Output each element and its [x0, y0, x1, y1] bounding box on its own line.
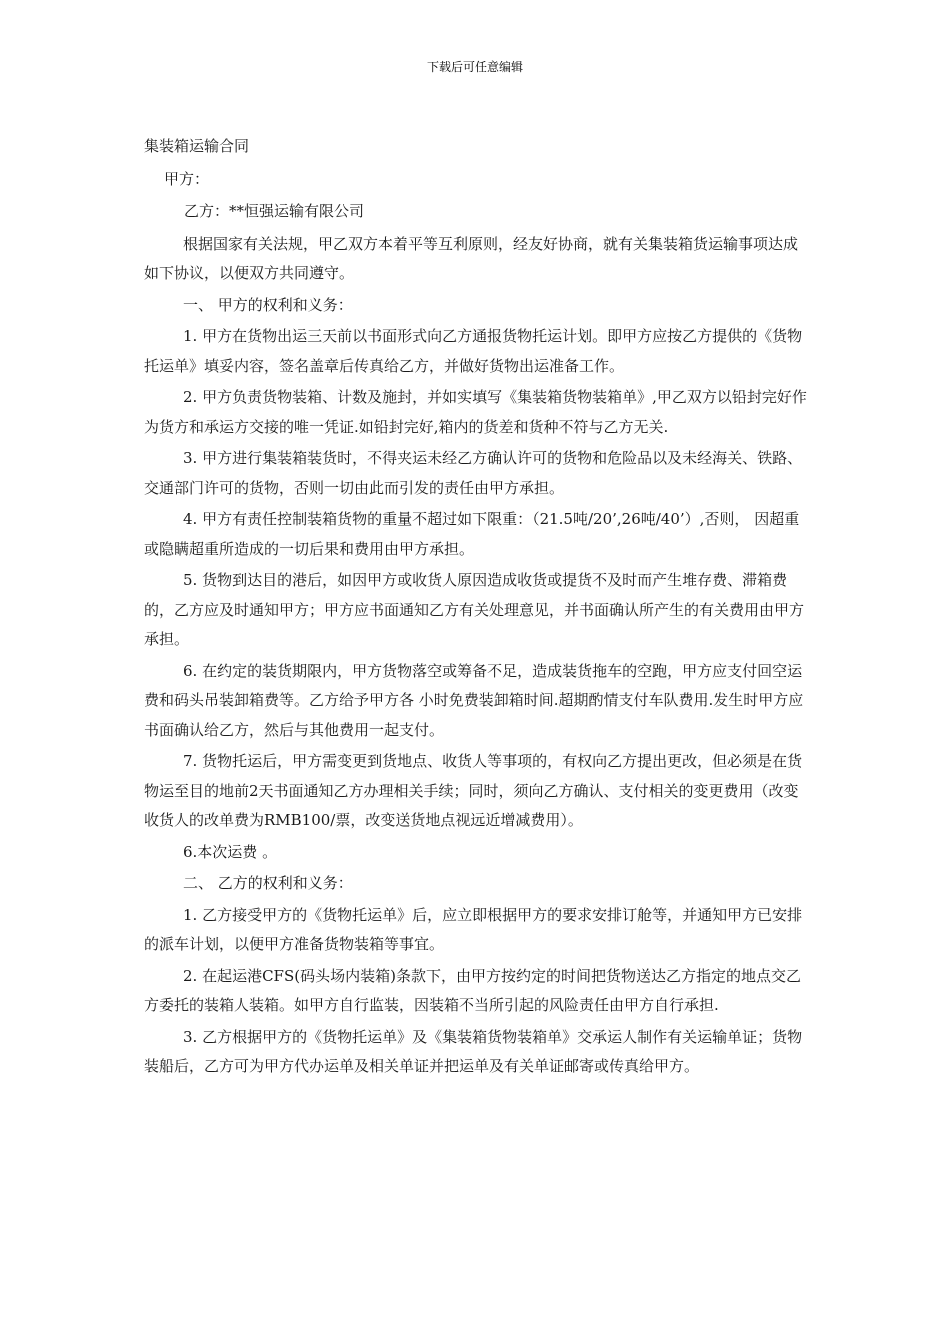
section-2-item: 3. 乙方根据甲方的《货物托运单》及《集装箱货物装箱单》交承运人制作有关运输单证；货物装船后，乙方可为甲方代办运单及相关单证并把运单及有关单证邮寄或传真给甲方。: [144, 1027, 803, 1075]
header-note: 下载后可任意编辑: [426, 60, 523, 74]
section-1-item: 6. 在约定的装货期限内，甲方货物落空或筹备不足，造成装货拖车的空跑，甲方应支付回空运费和码头吊装卸箱费等。乙方给予甲方各 小时免费装卸箱时间.超期酌情支付车队费用.发生时甲方应书面确认给乙方，然后与其他费用一起支付。: [144, 661, 804, 739]
section-1-item: 3. 甲方进行集装箱装货时，不得夹运未经乙方确认许可的货物和危险品以及未经海关、铁路、交通部门许可的货物，否则一切由此而引发的责任由甲方承担。: [144, 449, 803, 497]
section-1-item: 4. 甲方有责任控制装箱货物的重量不超过如下限重：（21.5吨/20’,26吨/40’）,否则， 因超重或隐瞒超重所造成的一切后果和费用由甲方承担。: [144, 510, 800, 558]
section-1-item: 5. 货物到达目的港后，如因甲方或收货人原因造成收货或提货不及时而产生堆存费、滞箱费的，乙方应及时通知甲方；甲方应书面通知乙方有关处理意见，并书面确认所产生的有关费用由甲方承担。: [144, 571, 805, 648]
section-1-heading: 一、 甲方的权利和义务：: [183, 295, 353, 314]
section-1-item: 6.本次运费 。: [183, 842, 278, 861]
intro-paragraph: 根据国家有关法规，甲乙双方本着平等互利原则，经友好协商，就有关集装箱货运输事项达成如下协议，以便双方共同遵守。: [144, 234, 799, 282]
document-title: 集装箱运输合同: [144, 137, 250, 155]
section-1-item: 7. 货物托运后，甲方需变更到货地点、收货人等事项的，有权向乙方提出更改，但必须是在货物运至目的地前2天书面通知乙方办理相关手续；同时，须向乙方确认、支付相关的变更费用（改变收货人的改单费为RMB100/票，改变送货地点视远近增减费用）。: [144, 752, 803, 829]
section-2-item: 1. 乙方接受甲方的《货物托运单》后，应立即根据甲方的要求安排订舱等，并通知甲方已安排的派车计划，以便甲方准备货物装箱等事宜。: [144, 905, 803, 953]
party-a-line: 甲方：: [164, 169, 210, 188]
section-1-item: 2. 甲方负责货物装箱、计数及施封，并如实填写《集装箱货物装箱单》,甲乙双方以铅封完好作为货方和承运方交接的唯一凭证.如铅封完好,箱内的货差和货种不符与乙方无关.: [144, 388, 807, 436]
contract-body: [144, 132, 808, 1084]
section-2-heading: 二、 乙方的权利和义务：: [183, 874, 353, 892]
section-2-item: 2. 在起运港CFS(码头场内装箱)条款下，由甲方按约定的时间把货物送达乙方指定的地点交乙方委托的装箱人装箱。如甲方自行监装，因装箱不当所引起的风险责任由甲方自行承担.: [144, 966, 801, 1014]
section-1-item: 1. 甲方在货物出运三天前以书面形式向乙方通报货物托运计划。即甲方应按乙方提供的《货物托运单》填妥内容，签名盖章后传真给乙方，并做好货物出运准备工作。: [144, 327, 803, 375]
party-b-line: 乙方：**恒强运输有限公司: [184, 202, 365, 220]
